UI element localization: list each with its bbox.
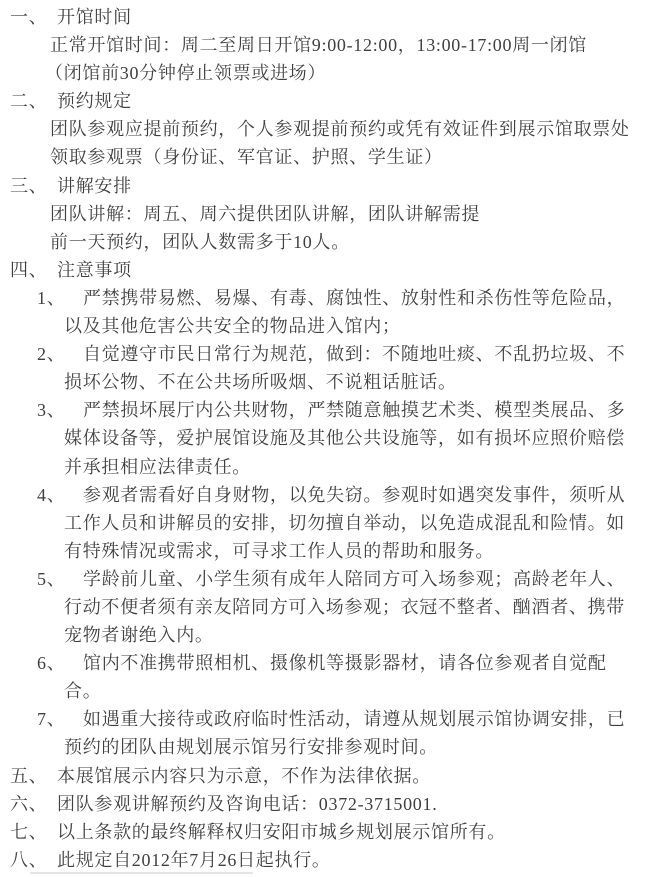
item-text: 注意事项 [57, 259, 132, 280]
item-number: 七、 [10, 821, 48, 842]
text-line [0, 59, 656, 87]
item-text: 此规定自2012年7月26日起执行。 [57, 849, 331, 870]
item-text: 团队参观讲解预约及咨询电话：0372-3715001. [57, 793, 438, 814]
text-line [0, 115, 656, 143]
list-item [0, 846, 656, 874]
item-number: 7、 [37, 709, 66, 730]
list-item [0, 762, 656, 790]
text-line [0, 31, 656, 59]
item-number: 二、 [10, 91, 48, 112]
list-item [0, 3, 656, 31]
text-line [0, 537, 656, 565]
text-line [0, 368, 656, 396]
bottom-artifact-line [30, 872, 253, 874]
text-line [0, 453, 656, 481]
item-text: 讲解安排 [57, 175, 132, 196]
text-line [0, 228, 656, 256]
item-text: 严禁损坏展厅内公共财物，严禁随意触摸艺术类、模型类展品、多 [83, 400, 626, 421]
list-item [0, 396, 656, 424]
item-number: 三、 [10, 175, 48, 196]
text-line [0, 312, 656, 340]
item-text: 有特殊情况或需求，可寻求工作人员的帮助和服务。 [64, 540, 495, 561]
list-item [0, 705, 656, 733]
item-text: 媒体设备等，爱护展馆设施及其他公共设施等，如有损坏应照价赔偿 [64, 428, 625, 449]
text-line [0, 677, 656, 705]
item-number: 1、 [37, 287, 66, 308]
item-text: 以及其他危害公共安全的物品进入馆内； [64, 316, 401, 337]
text-line [0, 200, 656, 228]
item-text: 自觉遵守市民日常行为规范，做到：不随地吐痰、不乱扔垃圾、不 [83, 344, 626, 365]
text-line [0, 143, 656, 171]
list-item [0, 818, 656, 846]
item-number: 6、 [37, 653, 66, 674]
list-item [0, 649, 656, 677]
list-item [0, 87, 656, 115]
list-item [0, 790, 656, 818]
item-text: 开馆时间 [57, 7, 132, 27]
item-text: 工作人员和讲解员的安排，切勿擅自举动，以免造成混乱和险情。如 [64, 512, 625, 533]
item-number: 五、 [10, 765, 48, 786]
text-line [0, 733, 656, 761]
item-text: 团队参观应提前预约，个人参观提前预约或凭有效证件到展示馆取票处 [50, 119, 630, 140]
item-text: 预约规定 [57, 91, 132, 112]
item-text: 行动不便者须有亲友陪同方可入场参观；衣冠不整者、酗酒者、携带 [64, 596, 625, 617]
text-line [0, 621, 656, 649]
item-text: 宠物者谢绝入内。 [64, 625, 214, 646]
list-item [0, 284, 656, 312]
item-text: 正常开馆时间：周二至周日开馆9:00-12:00，13:00-17:00周一闭馆 [50, 35, 587, 56]
item-number: 2、 [37, 344, 66, 365]
item-text: 严禁携带易燃、易爆、有毒、腐蚀性、放射性和杀伤性等危险品， [83, 287, 626, 308]
item-text: 如遇重大接待或政府临时性活动，请遵从规划展示馆协调安排，已 [83, 709, 626, 730]
item-text: （闭馆前30分钟停止领票或进场） [45, 63, 327, 84]
list-item [0, 481, 656, 509]
item-text: 以上条款的最终解释权归安阳市城乡规划展示馆所有。 [57, 821, 506, 842]
list-item [0, 565, 656, 593]
item-number: 一、 [10, 7, 48, 27]
item-number: 3、 [37, 400, 66, 421]
item-text: 馆内不准携带照相机、摄像机等摄影器材，请各位参观者自觉配 [83, 653, 607, 674]
item-number: 八、 [10, 849, 48, 870]
list-item [0, 172, 656, 200]
item-text: 领取参观票（身份证、军官证、护照、学生证） [50, 147, 443, 168]
item-number: 4、 [37, 484, 66, 505]
list-item [0, 256, 656, 284]
text-line [0, 593, 656, 621]
item-number: 四、 [10, 259, 48, 280]
item-text: 参观者需看好自身财物，以免失窃。参观时如遇突发事件，须听从 [83, 484, 626, 505]
item-text: 预约的团队由规划展示馆另行安排参观时间。 [64, 737, 438, 758]
item-text: 合。 [64, 681, 102, 702]
item-text: 并承担相应法律责任。 [64, 456, 251, 477]
item-number: 六、 [10, 793, 48, 814]
list-item [0, 340, 656, 368]
item-text: 本展馆展示内容只为示意，不作为法律依据。 [57, 765, 431, 786]
item-text: 损坏公物、不在公共场所吸烟、不说粗话脏话。 [64, 372, 457, 393]
text-line [0, 509, 656, 537]
item-number: 5、 [37, 568, 66, 589]
item-text: 学龄前儿童、小学生须有成年人陪同方可入场参观；高龄老年人、 [83, 568, 626, 589]
text-line [0, 424, 656, 452]
item-text: 前一天预约，团队人数需多于10人。 [50, 231, 350, 252]
item-text: 团队讲解：周五、周六提供团队讲解，团队讲解需提 [50, 203, 481, 224]
